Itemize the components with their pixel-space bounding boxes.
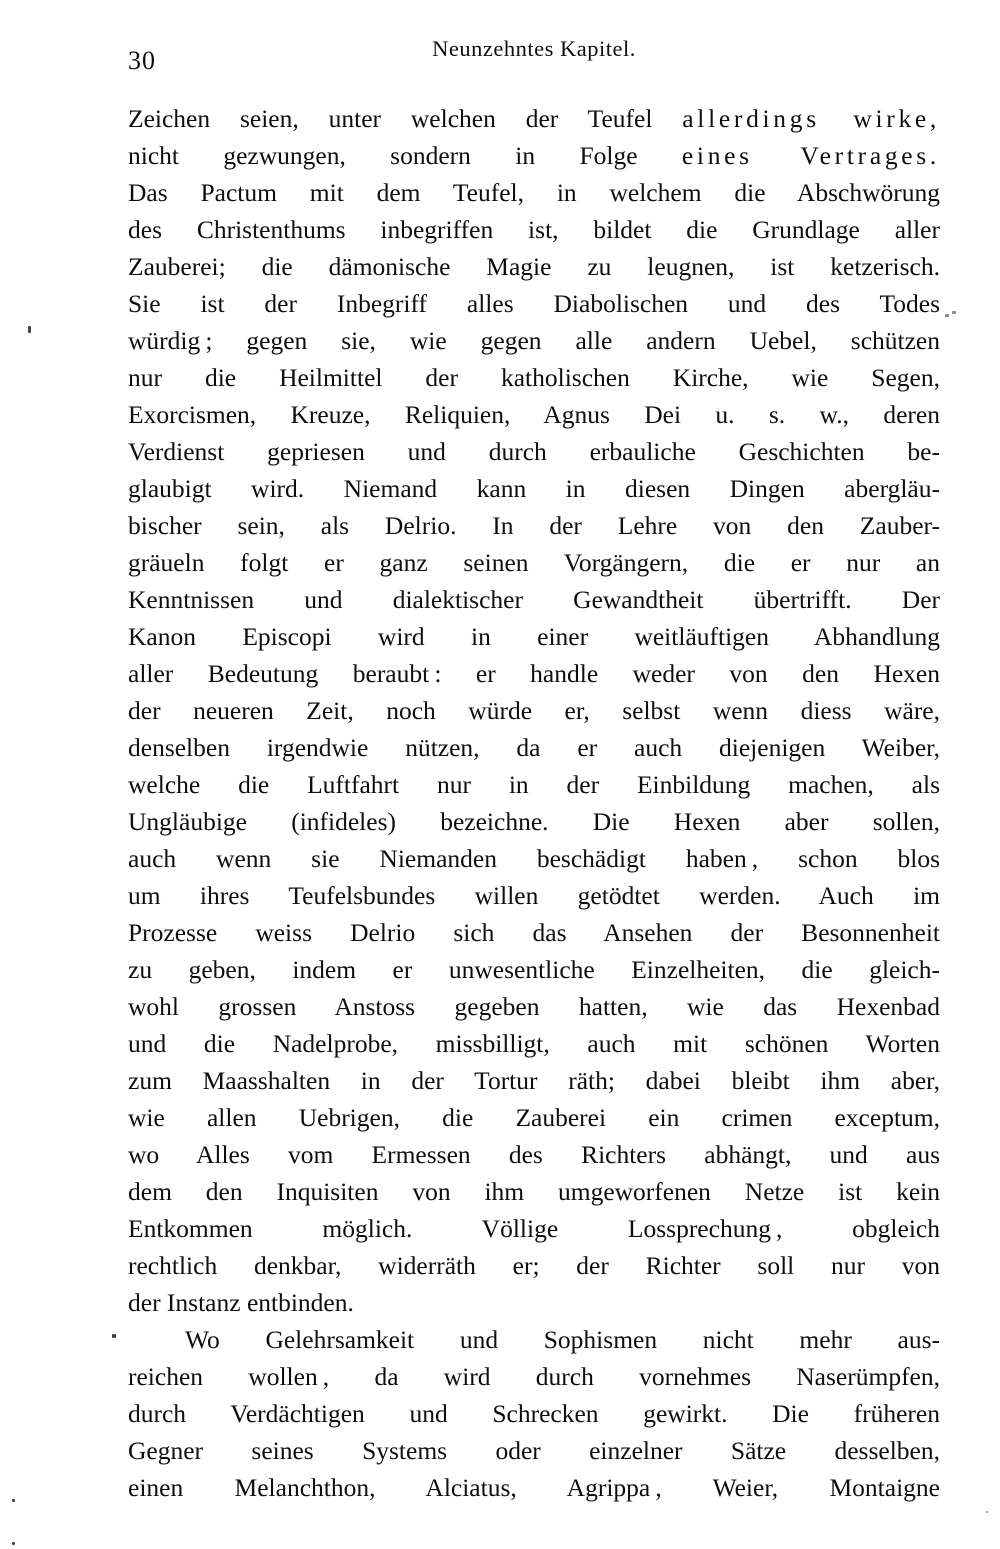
text-run: und die Nadelprobe, missbilligt, auch mit schönen Worten <box>128 1029 940 1058</box>
text-run: Verdienst gepriesen und durch erbauliche Geschichten be- <box>128 437 940 466</box>
text-run: Das Pactum mit dem Teufel, in welchem die Abschwörung <box>128 178 940 207</box>
text-line <box>128 1469 940 1506</box>
text-line <box>128 211 940 248</box>
text-line <box>128 1025 940 1062</box>
text-run: rechtlich denkbar, widerräth er; der Richter soll nur von <box>128 1251 940 1280</box>
text-run: welche die Luftfahrt nur in der Einbildung machen, als <box>128 770 940 799</box>
text-run: Exorcismen, Kreuze, Reliquien, Agnus Dei u. s. w., deren <box>128 400 940 429</box>
text-line <box>128 285 940 322</box>
body-text <box>128 100 940 1506</box>
text-line <box>128 544 940 581</box>
text-line <box>128 396 940 433</box>
text-line <box>128 1062 940 1099</box>
text-line <box>128 1321 940 1358</box>
text-line <box>128 1358 940 1395</box>
text-line <box>128 359 940 396</box>
text-run: Kanon Episcopi wird in einer weitläuftigen Abhandlung <box>128 622 940 651</box>
text-line <box>128 951 940 988</box>
running-head: Neunzehntes Kapitel. <box>432 36 636 61</box>
text-run: nicht gezwungen, sondern in Folge <box>128 141 682 170</box>
text-run: bischer sein, als Delrio. In der Lehre von den Zauber- <box>128 511 940 540</box>
text-run: Kenntnissen und dialektischer Gewandtheit übertrifft. Der <box>128 585 940 614</box>
text-line <box>128 840 940 877</box>
letterspaced-emphasis: allerdings wirke, <box>682 104 940 133</box>
scan-speck <box>12 1542 15 1545</box>
text-line <box>128 433 940 470</box>
text-line <box>128 655 940 692</box>
text-line <box>128 877 940 914</box>
text-line <box>128 1210 940 1247</box>
text-run: Zauberei; die dämonische Magie zu leugnen, ist ketzerisch. <box>128 252 940 281</box>
text-run: Zeichen seien, unter welchen der Teufel <box>128 104 683 133</box>
text-line <box>128 470 940 507</box>
text-line <box>128 914 940 951</box>
text-line <box>128 507 940 544</box>
text-line <box>128 1432 940 1469</box>
text-line <box>128 618 940 655</box>
text-line <box>128 729 940 766</box>
scan-speck <box>28 326 31 333</box>
text-run: des Christenthums inbegriffen ist, bildet die Grundlage aller <box>128 215 940 244</box>
text-line <box>128 803 940 840</box>
text-run: wie allen Uebrigen, die Zauberei ein crimen exceptum, <box>128 1103 940 1132</box>
text-run: dem den Inquisiten von ihm umgeworfenen Netze ist kein <box>128 1177 940 1206</box>
text-run: reichen wollen , da wird durch vornehmes Naserümpfen, <box>128 1362 940 1391</box>
text-line <box>128 322 940 359</box>
text-line <box>128 1173 940 1210</box>
text-line <box>128 692 940 729</box>
scan-speck <box>986 1511 988 1513</box>
text-run: aller Bedeutung beraubt : er handle weder von den Hexen <box>128 659 940 688</box>
text-run: wohl grossen Anstoss gegeben hatten, wie das Hexenbad <box>128 992 940 1021</box>
text-run: nur die Heilmittel der katholischen Kirche, wie Segen, <box>128 363 940 392</box>
text-run: Entkommen möglich. Völlige Lossprechung , obgleich <box>128 1214 940 1243</box>
text-run: zum Maasshalten in der Tortur räth; dabei bleibt ihm aber, <box>128 1066 940 1095</box>
text-line <box>128 1395 940 1432</box>
text-line <box>128 1284 940 1321</box>
text-line <box>128 1099 940 1136</box>
text-line <box>128 174 940 211</box>
text-run: wo Alles vom Ermessen des Richters abhängt, und aus <box>128 1140 940 1169</box>
text-line <box>128 1247 940 1284</box>
text-line <box>128 1136 940 1173</box>
page-header <box>128 34 940 76</box>
text-line <box>128 581 940 618</box>
text-run: denselben irgendwie nützen, da er auch diejenigen Weiber, <box>128 733 940 762</box>
text-line <box>128 137 940 174</box>
text-run: der neueren Zeit, noch würde er, selbst wenn diess wäre, <box>128 696 940 725</box>
text-run: auch wenn sie Niemanden beschädigt haben , schon blos <box>128 844 940 873</box>
text-line <box>128 766 940 803</box>
text-line <box>128 988 940 1025</box>
letterspaced-emphasis: eines Vertrages. <box>681 141 940 170</box>
text-run: um ihres Teufelsbundes willen getödtet werden. Auch im <box>128 881 940 910</box>
scan-speck <box>12 1499 15 1502</box>
text-run: gräueln folgt er ganz seinen Vorgängern, die er nur an <box>128 548 940 577</box>
page-number: 30 <box>128 46 156 75</box>
text-run: der Instanz entbinden. <box>128 1288 354 1317</box>
text-run: Ungläubige (infideles) bezeichne. Die Hexen aber sollen, <box>128 807 940 836</box>
text-run: einen Melanchthon, Alciatus, Agrippa , Weier, Montaigne <box>128 1473 940 1502</box>
text-run: Prozesse weiss Delrio sich das Ansehen der Besonnenheit <box>128 918 940 947</box>
text-line <box>128 248 940 285</box>
text-run: durch Verdächtigen und Schrecken gewirkt. Die früheren <box>128 1399 940 1428</box>
text-run: Sie ist der Inbegriff alles Diabolischen und des Todes <box>128 289 940 318</box>
scan-smudge <box>952 311 956 314</box>
text-run: Gegner seines Systems oder einzelner Sätze desselben, <box>128 1436 940 1465</box>
text-run: glaubigt wird. Niemand kann in diesen Dingen abergläu- <box>128 474 940 503</box>
text-run: zu geben, indem er unwesentliche Einzelheiten, die gleich- <box>128 955 940 984</box>
text-run: würdig ; gegen sie, wie gegen alle andern Uebel, schützen <box>128 326 940 355</box>
scan-smudge <box>945 314 949 317</box>
text-line <box>128 100 940 137</box>
text-run: Wo Gelehrsamkeit und Sophismen nicht mehr aus- <box>185 1325 940 1354</box>
scan-speck <box>112 1334 116 1338</box>
